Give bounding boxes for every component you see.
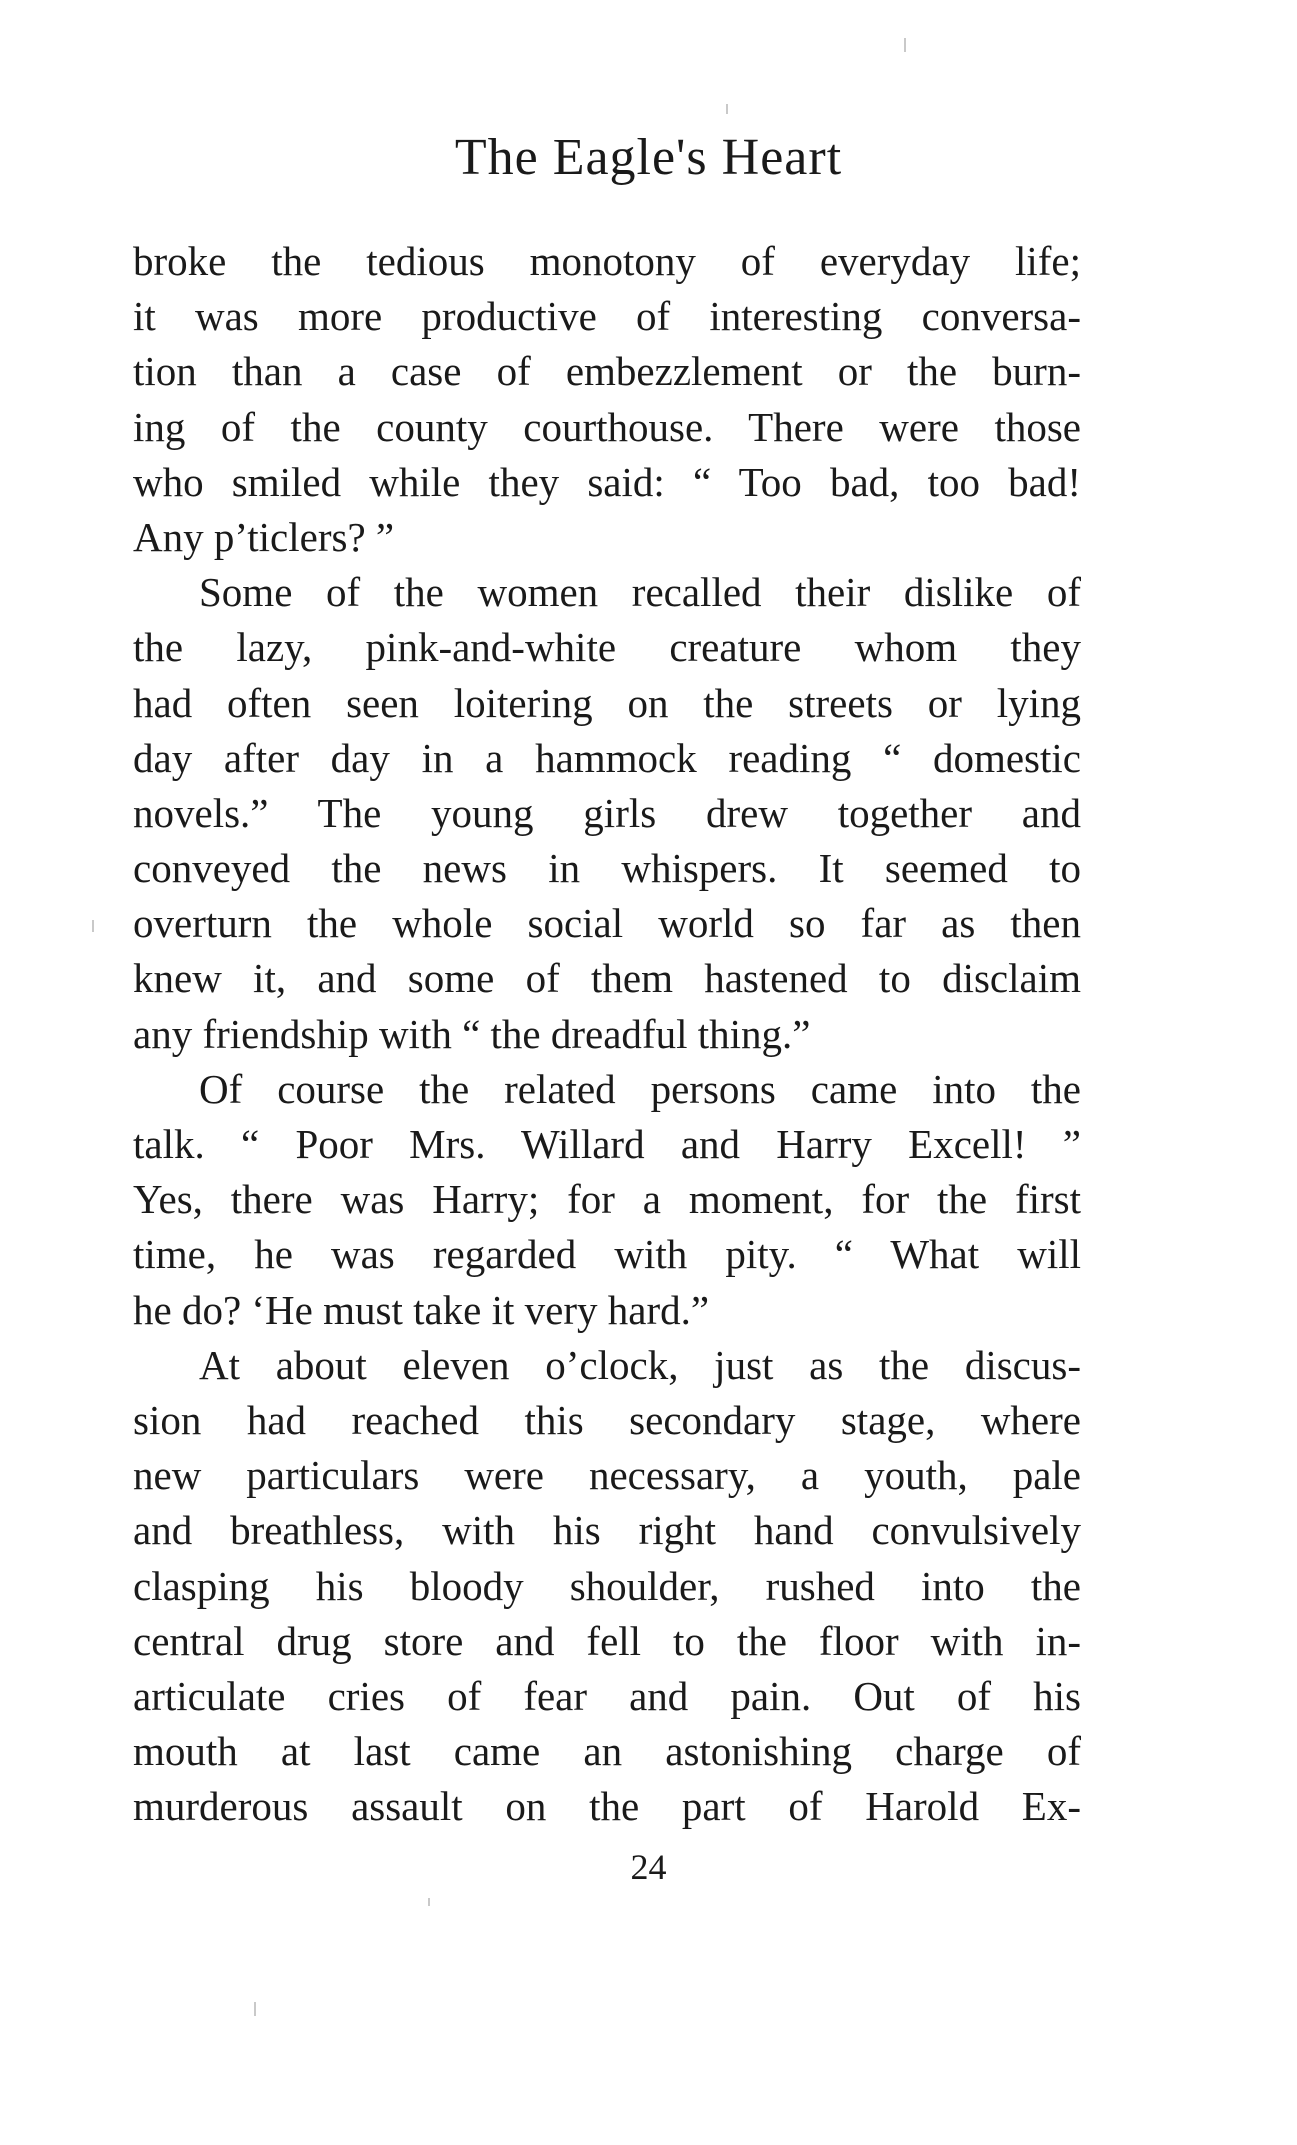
page-number: 24 <box>630 1847 667 1887</box>
text-line: Yes, there was Harry; for a moment, for the first <box>133 1176 1081 1223</box>
text-line: At about eleven o’clock, just as the discus- <box>199 1341 1081 1388</box>
text-line: it was more productive of interesting conversa- <box>133 293 1081 340</box>
text-line: murderous assault on the part of Harold Ex- <box>133 1783 1081 1830</box>
text-line: who smiled while they said: “ Too bad, too bad! <box>133 458 1081 505</box>
text-line: time, he was regarded with pity. “ What will <box>133 1231 1081 1278</box>
text-line: tion than a case of embezzlement or the burn- <box>133 348 1081 395</box>
text-line: conveyed the news in whispers. It seemed to <box>133 845 1081 892</box>
text-line: and breathless, with his right hand convulsively <box>133 1507 1081 1554</box>
paper-speck <box>428 1898 430 1906</box>
paper-speck <box>726 104 728 114</box>
text-line: broke the tedious monotony of everyday life; <box>133 238 1081 284</box>
text-line: had often seen loitering on the streets or lying <box>133 679 1081 726</box>
text-line: ing of the county courthouse. There were those <box>133 403 1081 450</box>
text-line: sion had reached this secondary stage, where <box>133 1396 1081 1443</box>
text-line: novels.” The young girls drew together and <box>133 789 1081 836</box>
paper-speck <box>92 920 94 932</box>
text-line: he do? ‘He must take it very hard.” <box>133 1286 710 1333</box>
text-line: new particulars were necessary, a youth, pale <box>133 1452 1081 1499</box>
text-line: day after day in a hammock reading “ domestic <box>133 734 1081 781</box>
body-text <box>133 234 1081 1834</box>
running-head: The Eagle's Heart <box>454 129 843 186</box>
text-line: overturn the whole social world so far as then <box>133 900 1081 947</box>
text-line: clasping his bloody shoulder, rushed into the <box>133 1562 1081 1609</box>
text-line: knew it, and some of them hastened to disclaim <box>133 955 1081 1002</box>
text-line: talk. “ Poor Mrs. Willard and Harry Excell! ” <box>133 1121 1081 1167</box>
paper-speck <box>254 2002 256 2016</box>
text-line: articulate cries of fear and pain. Out of his <box>133 1672 1081 1719</box>
paper-speck <box>904 38 906 52</box>
text-line: Any p’ticlers? ” <box>133 513 395 560</box>
text-line: mouth at last came an astonishing charge of <box>133 1728 1081 1775</box>
text-line: Some of the women recalled their dislike of <box>199 569 1081 616</box>
text-line: central drug store and fell to the floor with in- <box>133 1617 1081 1664</box>
text-line: the lazy, pink-and-white creature whom they <box>133 624 1081 671</box>
text-line: any friendship with “ the dreadful thing.” <box>133 1010 811 1057</box>
text-line: Of course the related persons came into the <box>199 1065 1081 1112</box>
